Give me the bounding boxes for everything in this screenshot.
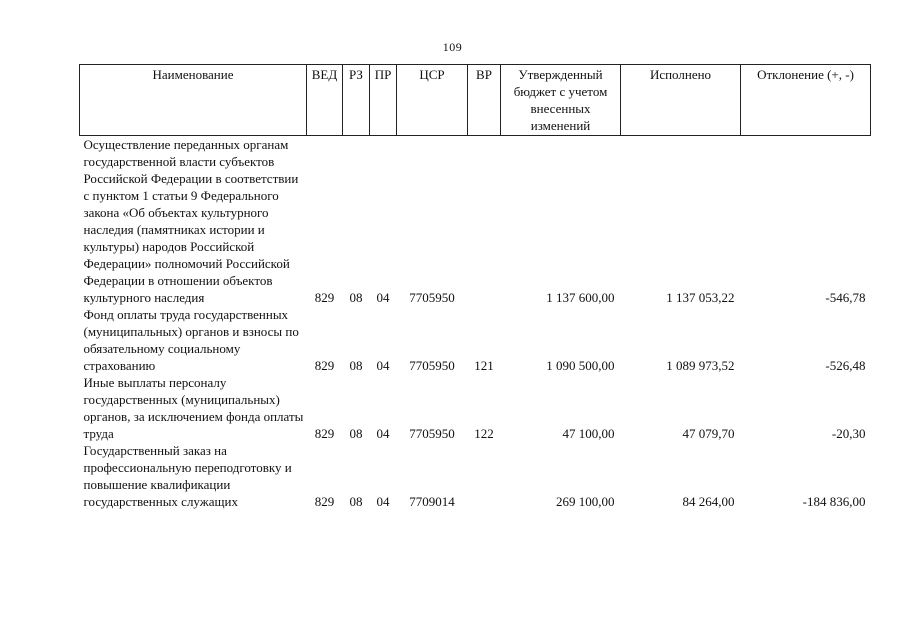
row-deviation: -184 836,00 [802, 494, 866, 509]
row-name: Осуществление переданных органам государственной власти субъектов Российской Федерации в соответствии с пунктом 1 статьи 9 Федерального закона «Об объектах культурного наследия (памятниках истории и культуры) народов Российской Федерации» полномочий Российской Федерации в отношении объектов культурного наследия [83, 137, 299, 305]
header-deviation: Отклонение (+, -) [741, 65, 871, 136]
row-approved: 1 137 600,00 [546, 290, 615, 305]
row-executed: 1 089 973,52 [666, 358, 735, 373]
header-pr: ПР [370, 65, 397, 136]
row-deviation: -526,48 [825, 358, 866, 373]
table-row [80, 442, 871, 510]
table-header-row [80, 65, 871, 136]
row-deviation: -546,78 [825, 290, 866, 305]
table-row [80, 136, 871, 307]
header-vr: ВР [468, 65, 501, 136]
header-executed: Исполнено [621, 65, 741, 136]
row-vr [468, 136, 501, 307]
row-name: Фонд оплаты труда государственных (муниципальных) органов и взносы по обязательному социальному страхованию [83, 307, 299, 373]
table-row [80, 306, 871, 374]
row-approved: 269 100,00 [556, 494, 615, 509]
row-executed: 84 264,00 [682, 494, 735, 509]
row-csr: 7705950 [409, 358, 455, 373]
row-pr: 04 [376, 426, 390, 441]
header-rz: РЗ [343, 65, 370, 136]
row-approved: 47 100,00 [562, 426, 615, 441]
row-csr: 7705950 [409, 426, 455, 441]
row-ved: 829 [314, 494, 335, 509]
row-deviation: -20,30 [831, 426, 866, 441]
row-executed: 47 079,70 [682, 426, 735, 441]
row-csr: 7709014 [409, 494, 455, 509]
row-rz: 08 [349, 426, 363, 441]
row-ved: 829 [314, 290, 335, 305]
row-rz: 08 [349, 358, 363, 373]
row-pr: 04 [376, 358, 390, 373]
row-ved: 829 [314, 426, 335, 441]
row-vr [468, 442, 501, 510]
row-approved: 1 090 500,00 [546, 358, 615, 373]
row-name: Иные выплаты персоналу государственных (муниципальных) органов, за исключением фонда оплаты труда [83, 375, 304, 441]
row-pr: 04 [376, 494, 390, 509]
row-ved: 829 [314, 358, 335, 373]
header-ved: ВЕД [307, 65, 343, 136]
row-csr: 7705950 [409, 290, 455, 305]
row-pr: 04 [376, 290, 390, 305]
row-name: Государственный заказ на профессиональную переподготовку и повышение квалификации государственных служащих [83, 443, 292, 509]
row-rz: 08 [349, 494, 363, 509]
row-executed: 1 137 053,22 [666, 290, 735, 305]
header-name: Наименование [80, 65, 307, 136]
table-row [80, 374, 871, 442]
budget-execution-table [79, 64, 871, 510]
row-rz: 08 [349, 290, 363, 305]
header-csr: ЦСР [397, 65, 468, 136]
page-number: 109 [442, 40, 463, 54]
row-vr: 121 [474, 358, 494, 373]
row-vr: 122 [474, 426, 494, 441]
header-approved: Утвержденный бюджет с учетом внесенных изменений [501, 65, 621, 136]
